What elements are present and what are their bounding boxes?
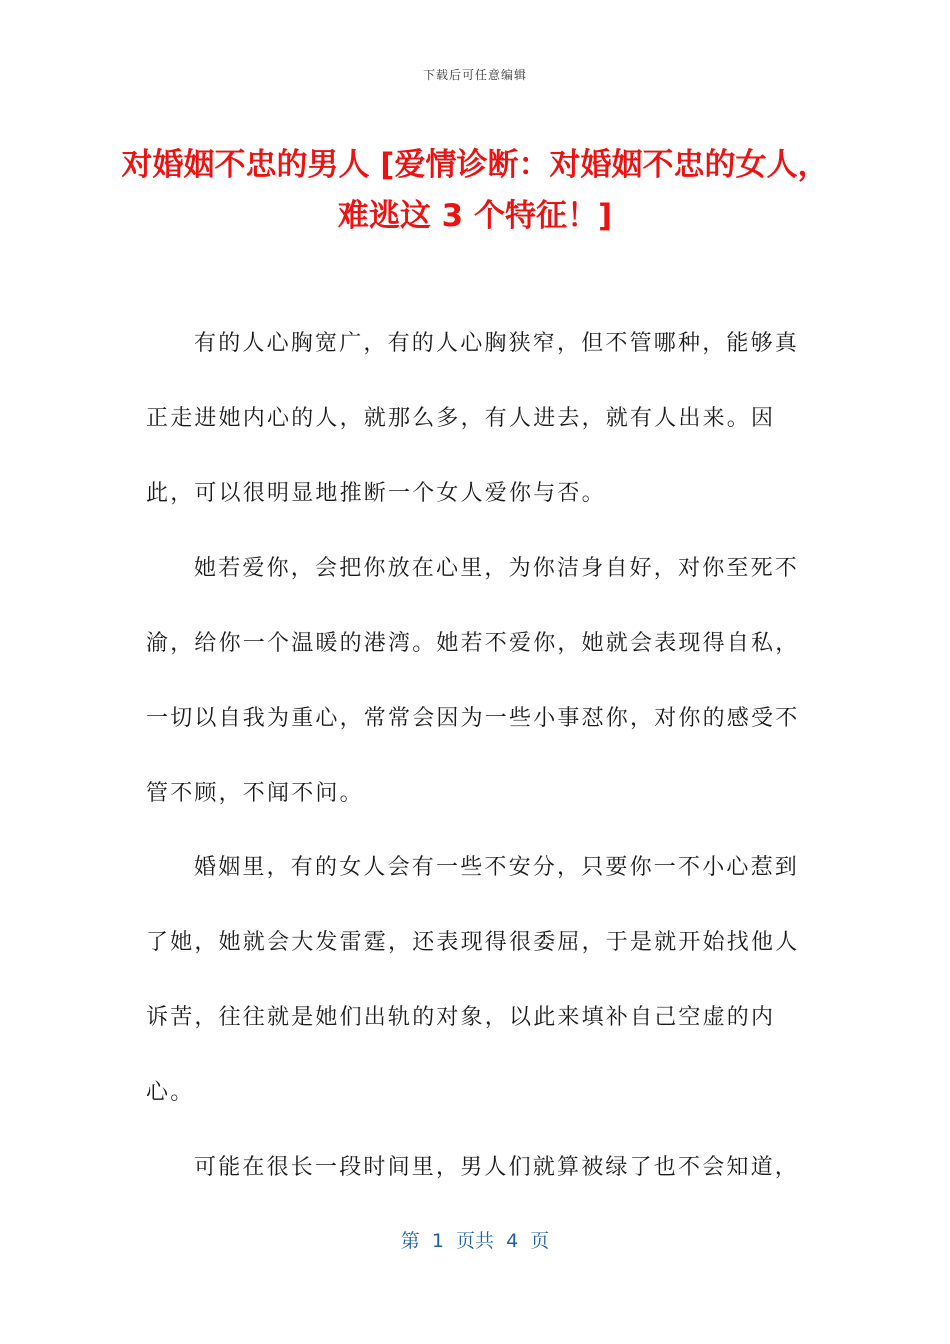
header-note: 下载后可任意编辑 bbox=[422, 68, 527, 82]
page-number: 第 1 页共 4 页 bbox=[400, 1230, 550, 1252]
paragraph-3: 婚姻里，有的女人会有一些不安分，只要你一不小心惹到了她，她就会大发雷霆，还表现得很委屈，于是就开始找他人诉苦，往往就是她们出轨的对象，以此来填补自己空虚的内心。 bbox=[146, 855, 800, 1105]
document-title: 对婚姻不忠的男人 [爱情诊断：对婚姻不忠的女人，难逃这 3 个特征！] bbox=[121, 147, 829, 234]
paragraph-4: 可能在很长一段时间里，男人们就算被绿了也不会知道， bbox=[194, 1155, 800, 1180]
paragraph-1: 有的人心胸宽广，有的人心胸狭窄，但不管哪种，能够真正走进她内心的人，就那么多，有人进去，就有人出来。因此，可以很明显地推断一个女人爱你与否。 bbox=[146, 331, 800, 506]
paragraph-2: 她若爱你，会把你放在心里，为你洁身自好，对你至死不渝，给你一个温暖的港湾。她若不爱你，她就会表现得自私，一切以自我为重心，常常会因为一些小事怼你，对你的感受不管不顾，不闻不问。 bbox=[146, 556, 800, 806]
